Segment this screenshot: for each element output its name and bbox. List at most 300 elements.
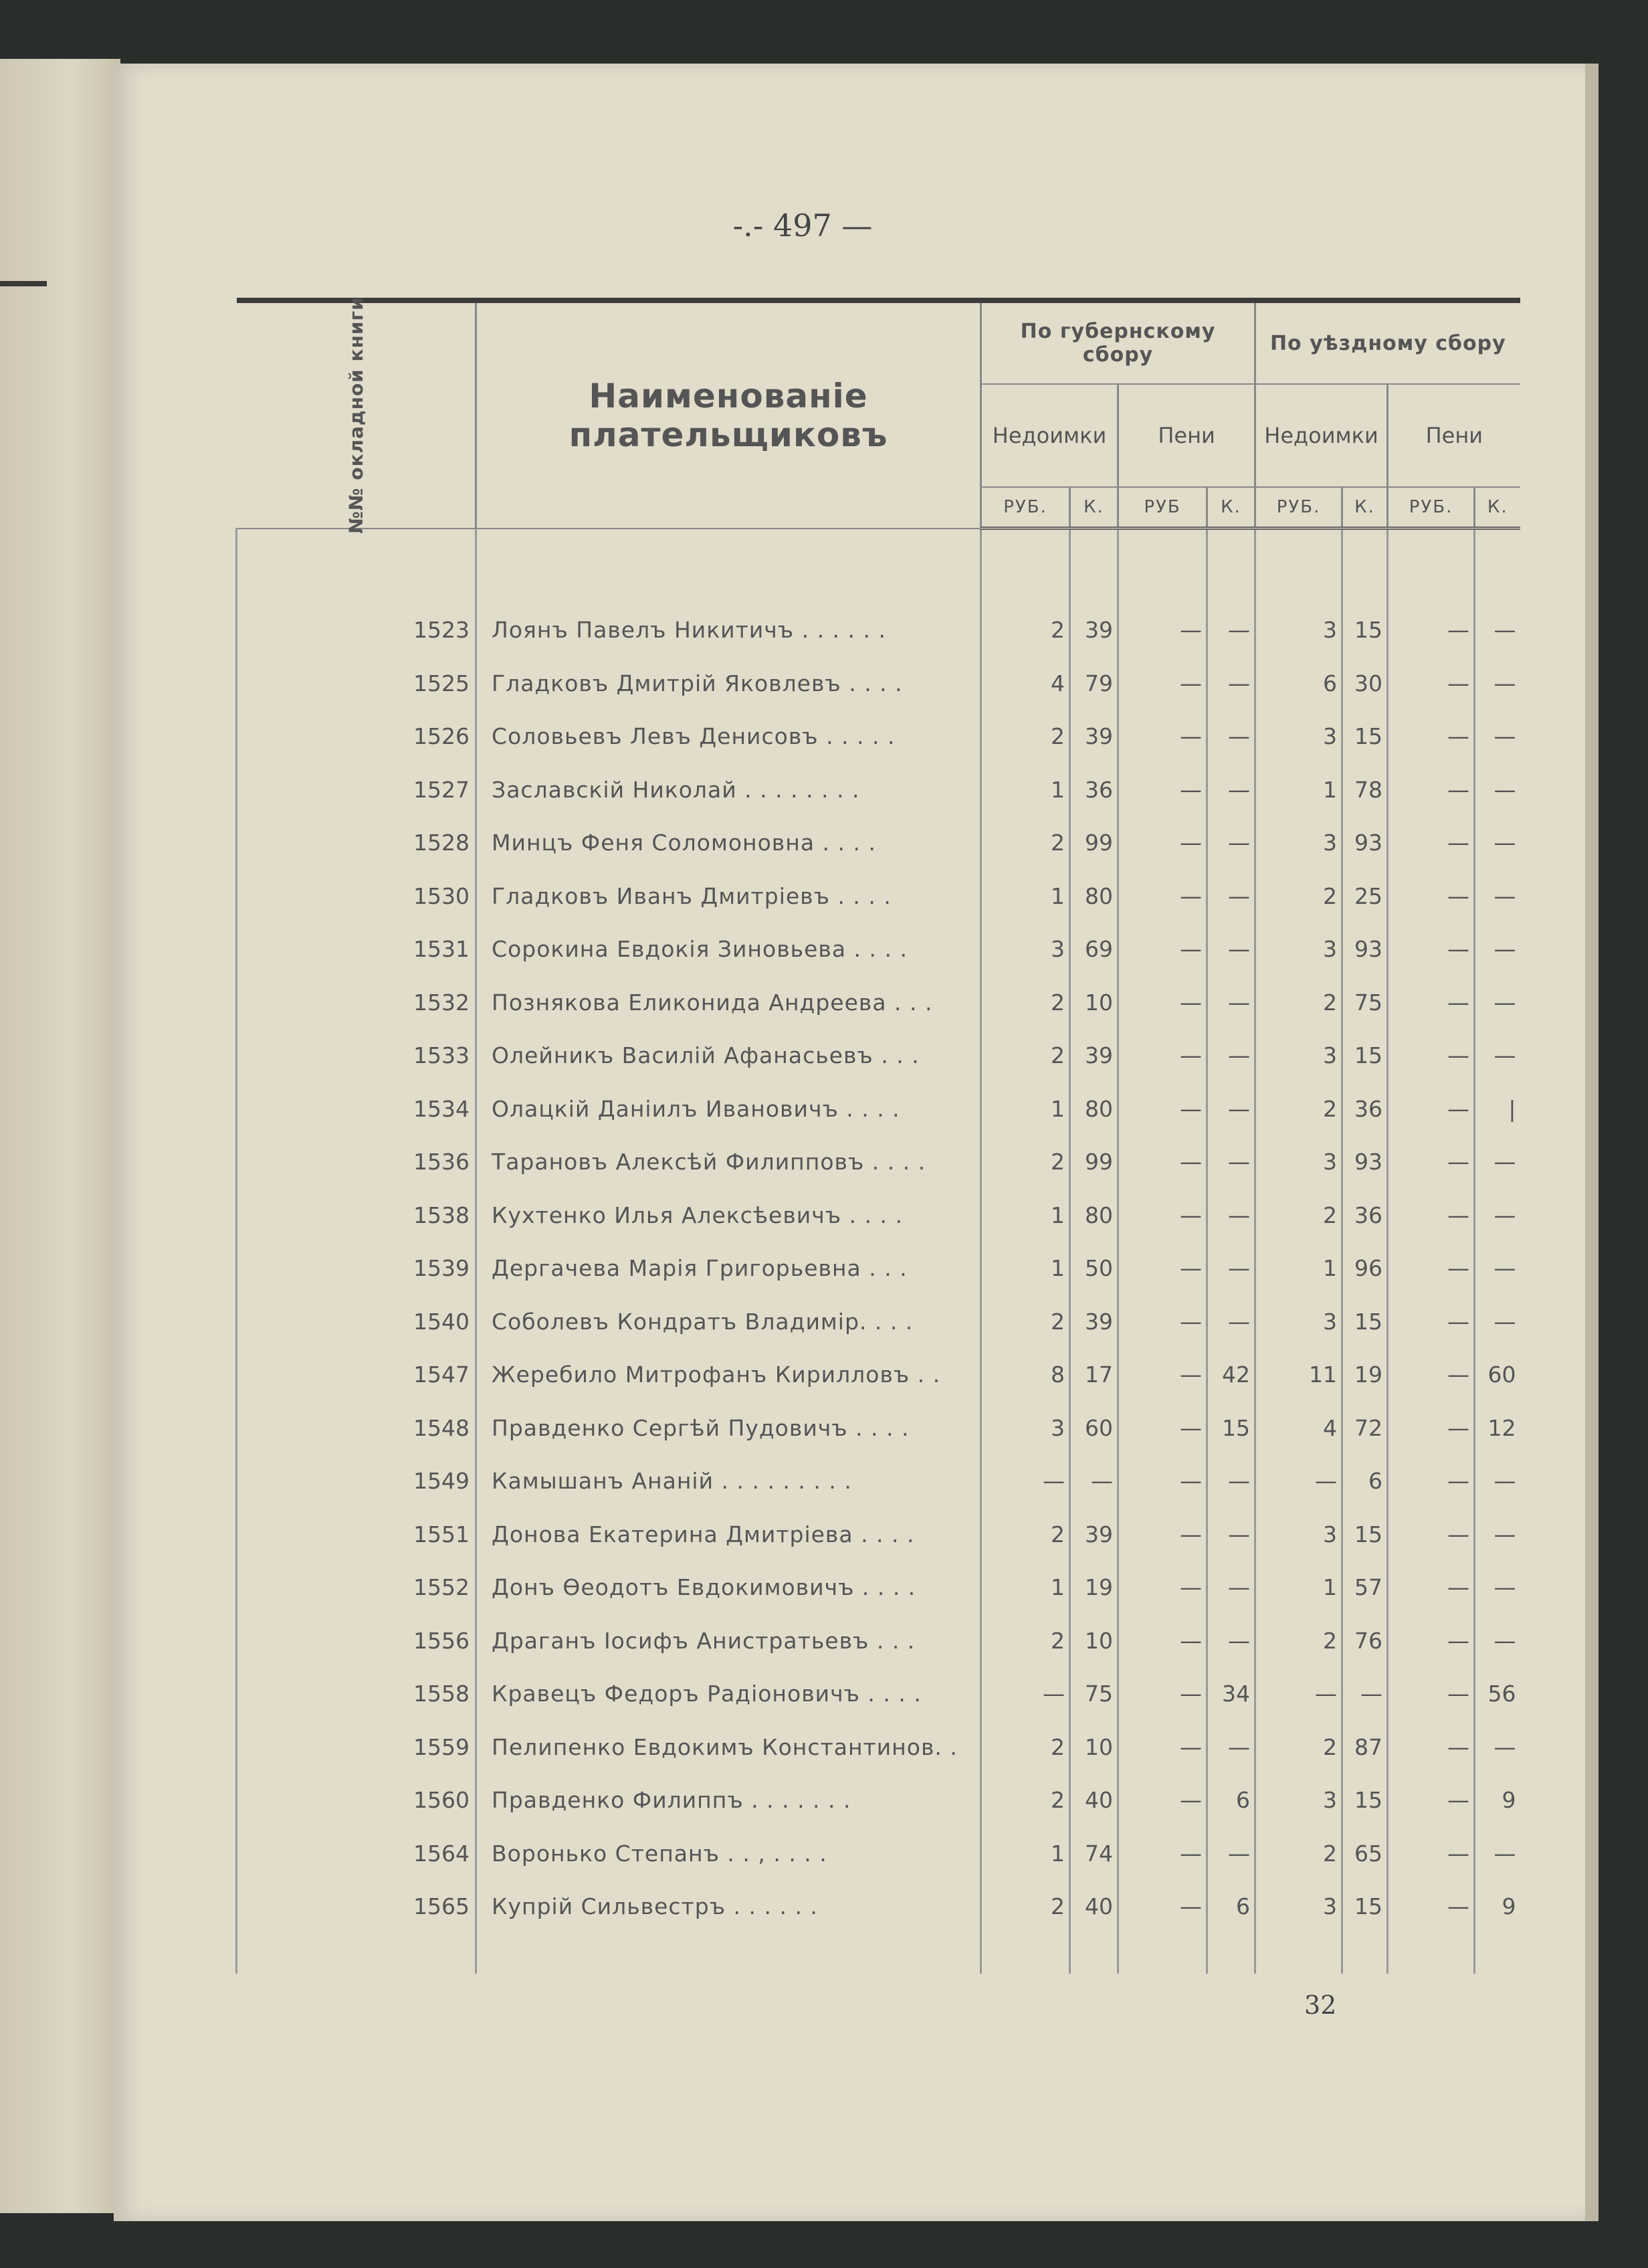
uezd-penalty-rub-cell: — xyxy=(1388,603,1475,657)
gubern-penalty-rub-cell: — xyxy=(1118,1402,1207,1455)
uezd-penalty-rub-cell: — xyxy=(1388,1667,1475,1721)
gubern-penalty-rub-cell: — xyxy=(1118,1242,1207,1295)
uezd-penalty-kop-cell: | xyxy=(1475,1082,1520,1136)
uezd-penalty-kop-cell: — xyxy=(1475,1614,1520,1668)
uezd-penalty-rub-cell: — xyxy=(1388,1774,1475,1827)
uezd-arrears-kop-cell: 87 xyxy=(1342,1721,1388,1774)
gubern-arrears-rub-cell: 1 xyxy=(981,870,1070,923)
uezd-arrears-kop-cell: 36 xyxy=(1342,1189,1388,1242)
gubern-arrears-rub-cell: 2 xyxy=(981,1029,1070,1082)
uezd-arrears-kop-cell: 36 xyxy=(1342,1082,1388,1136)
book-number-cell: 1564 xyxy=(237,1827,476,1881)
payer-name-cell: Познякова Еликонида Андреева . . . xyxy=(476,976,981,1030)
gubern-arrears-rub-cell: 1 xyxy=(981,1082,1070,1136)
gubern-penalty-kop-cell: 6 xyxy=(1207,1774,1255,1827)
uezd-arrears-rub-cell: 3 xyxy=(1255,1135,1342,1189)
uezd-penalty-rub-cell: — xyxy=(1388,1348,1475,1402)
gubern-penalty-kop-cell: — xyxy=(1207,603,1255,657)
payer-name-cell: Кравецъ Федоръ Радіоновичъ . . . . xyxy=(476,1667,981,1721)
gubern-arrears-kop-cell: 80 xyxy=(1070,870,1118,923)
kop-header: К. xyxy=(1070,487,1118,529)
table-row xyxy=(237,1029,1520,1082)
gubern-penalty-rub-cell: — xyxy=(1118,1880,1207,1933)
gubern-penalty-rub-cell: — xyxy=(1118,1348,1207,1402)
folio-number: 32 xyxy=(1304,1990,1337,2020)
gubern-arrears-kop-cell: 60 xyxy=(1070,1402,1118,1455)
gubern-arrears-kop-cell: 99 xyxy=(1070,816,1118,870)
book-number-cell: 1528 xyxy=(237,816,476,870)
gubern-arrears-rub-cell: 2 xyxy=(981,710,1070,763)
payer-name-cell: Кухтенко Илья Алексѣевичъ . . . . xyxy=(476,1189,981,1242)
gubern-penalty-kop-cell: — xyxy=(1207,1827,1255,1881)
gubern-arrears-kop-cell: 79 xyxy=(1070,657,1118,711)
table-row xyxy=(237,1508,1520,1562)
gubern-arrears-rub-cell: 2 xyxy=(981,1721,1070,1774)
payer-name-cell: Лоянъ Павелъ Никитичъ . . . . . . xyxy=(476,603,981,657)
uezd-arrears-rub-cell: 2 xyxy=(1255,1827,1342,1881)
uezd-arrears-rub-cell: 2 xyxy=(1255,870,1342,923)
gubern-arrears-kop-cell: 50 xyxy=(1070,1242,1118,1295)
uezd-arrears-kop-cell: 6 xyxy=(1342,1454,1388,1508)
table-row xyxy=(237,1561,1520,1614)
payer-name-cell: Сорокина Евдокія Зиновьева . . . . xyxy=(476,923,981,976)
uezd-penalty-header: Пени xyxy=(1388,384,1520,487)
uezd-arrears-rub-cell: 3 xyxy=(1255,923,1342,976)
payer-name-cell: Гладковъ Дмитрій Яковлевъ . . . . xyxy=(476,657,981,711)
uezd-penalty-kop-cell: — xyxy=(1475,1242,1520,1295)
gubern-arrears-rub-cell: 1 xyxy=(981,1189,1070,1242)
uezd-arrears-kop-cell: 96 xyxy=(1342,1242,1388,1295)
gubern-penalty-kop-cell: — xyxy=(1207,657,1255,711)
gubern-arrears-kop-cell: 19 xyxy=(1070,1561,1118,1614)
uezd-penalty-kop-cell: — xyxy=(1475,923,1520,976)
gubern-arrears-rub-cell: 8 xyxy=(981,1348,1070,1402)
payer-name-cell: Заславскій Николай . . . . . . . . xyxy=(476,763,981,817)
gubern-penalty-kop-cell: — xyxy=(1207,1135,1255,1189)
gubern-penalty-rub-cell: — xyxy=(1118,603,1207,657)
book-number-cell: 1559 xyxy=(237,1721,476,1774)
payer-name-cell: Минцъ Феня Соломоновна . . . . xyxy=(476,816,981,870)
book-number-cell: 1552 xyxy=(237,1561,476,1614)
payer-name-header: Наименованіе плательщиковъ xyxy=(476,300,981,529)
gubern-penalty-kop-cell: 6 xyxy=(1207,1880,1255,1933)
uezd-penalty-kop-cell: — xyxy=(1475,763,1520,817)
gubern-arrears-kop-cell: 74 xyxy=(1070,1827,1118,1881)
gubern-penalty-rub-cell: — xyxy=(1118,1561,1207,1614)
payer-name-cell: Драганъ Іосифъ Анистратьевъ . . . xyxy=(476,1614,981,1668)
uezd-penalty-rub-cell: — xyxy=(1388,1082,1475,1136)
uezd-arrears-rub-cell: 4 xyxy=(1255,1402,1342,1455)
gubern-arrears-rub-cell: 2 xyxy=(981,1880,1070,1933)
book-number-cell: 1534 xyxy=(237,1082,476,1136)
uezd-penalty-rub-cell: — xyxy=(1388,1721,1475,1774)
payer-name-cell: Пелипенко Евдокимъ Константинов. . xyxy=(476,1721,981,1774)
uezd-arrears-rub-cell: 2 xyxy=(1255,976,1342,1030)
gubern-penalty-kop-cell: 15 xyxy=(1207,1402,1255,1455)
book-number-header: №№ окладной книги xyxy=(237,300,476,529)
table-row xyxy=(237,710,1520,763)
table-row xyxy=(237,603,1520,657)
uezd-penalty-rub-cell: — xyxy=(1388,1614,1475,1668)
uezd-penalty-rub-cell: — xyxy=(1388,763,1475,817)
uezd-arrears-kop-cell: 93 xyxy=(1342,1135,1388,1189)
uezd-penalty-kop-cell: — xyxy=(1475,1135,1520,1189)
uezd-penalty-rub-cell: — xyxy=(1388,976,1475,1030)
gubern-penalty-rub-cell: — xyxy=(1118,976,1207,1030)
gubern-penalty-kop-cell: — xyxy=(1207,1721,1255,1774)
uezd-arrears-rub-cell: 2 xyxy=(1255,1189,1342,1242)
gubern-arrears-rub-cell: — xyxy=(981,1454,1070,1508)
uezd-penalty-rub-cell: — xyxy=(1388,1402,1475,1455)
payer-name-cell: Донъ Ѳеодотъ Евдокимовичъ . . . . xyxy=(476,1561,981,1614)
uezd-arrears-rub-cell: 3 xyxy=(1255,710,1342,763)
ledger-table xyxy=(235,298,1520,1974)
gubern-arrears-rub-cell: — xyxy=(981,1667,1070,1721)
payer-name-cell: Соболевъ Кондратъ Владимір. . . . xyxy=(476,1295,981,1349)
kop-header: К. xyxy=(1475,487,1520,529)
uezd-penalty-kop-cell: — xyxy=(1475,710,1520,763)
uezd-penalty-kop-cell: 60 xyxy=(1475,1348,1520,1402)
gubern-arrears-rub-cell: 1 xyxy=(981,1561,1070,1614)
gubern-arrears-kop-cell: 99 xyxy=(1070,1135,1118,1189)
uezd-arrears-rub-cell: 11 xyxy=(1255,1348,1342,1402)
book-number-cell: 1539 xyxy=(237,1242,476,1295)
gubern-arrears-rub-cell: 1 xyxy=(981,1242,1070,1295)
uezd-arrears-rub-cell: 2 xyxy=(1255,1614,1342,1668)
uezd-penalty-kop-cell: — xyxy=(1475,976,1520,1030)
payer-name-cell: Олацкій Даніилъ Ивановичъ . . . . xyxy=(476,1082,981,1136)
gubern-penalty-rub-cell: — xyxy=(1118,1508,1207,1562)
table-row xyxy=(237,923,1520,976)
uezd-penalty-rub-cell: — xyxy=(1388,1827,1475,1881)
uezd-arrears-rub-cell: 3 xyxy=(1255,816,1342,870)
uezd-penalty-kop-cell: 9 xyxy=(1475,1880,1520,1933)
table-row xyxy=(237,1827,1520,1881)
payer-name-cell: Гладковъ Иванъ Дмитріевъ . . . . xyxy=(476,870,981,923)
page-number: -.- 497 — xyxy=(732,207,873,244)
uezd-penalty-kop-cell: — xyxy=(1475,1827,1520,1881)
book-number-cell: 1551 xyxy=(237,1508,476,1562)
gubern-penalty-rub-cell: — xyxy=(1118,1667,1207,1721)
gubern-penalty-rub-cell: — xyxy=(1118,1614,1207,1668)
gubern-arrears-rub-cell: 2 xyxy=(981,603,1070,657)
gubern-penalty-kop-cell: — xyxy=(1207,870,1255,923)
payer-name-cell: Дергачева Марія Григорьевна . . . xyxy=(476,1242,981,1295)
table-row xyxy=(237,1667,1520,1721)
gubern-header: По губернскому сбору xyxy=(981,300,1255,384)
table-row xyxy=(237,1242,1520,1295)
page-edge xyxy=(1585,64,1599,2221)
uezd-penalty-rub-cell: — xyxy=(1388,870,1475,923)
uezd-arrears-rub-cell: — xyxy=(1255,1667,1342,1721)
uezd-arrears-kop-cell: — xyxy=(1342,1667,1388,1721)
uezd-arrears-rub-cell: 6 xyxy=(1255,657,1342,711)
payer-name-cell: Тарановъ Алексѣй Филипповъ . . . . xyxy=(476,1135,981,1189)
gubern-penalty-rub-cell: — xyxy=(1118,1827,1207,1881)
gubern-arrears-rub-cell: 2 xyxy=(981,1295,1070,1349)
payer-name-cell: Соловьевъ Левъ Денисовъ . . . . . xyxy=(476,710,981,763)
uezd-arrears-kop-cell: 76 xyxy=(1342,1614,1388,1668)
payer-name-cell: Жеребило Митрофанъ Кирилловъ . . xyxy=(476,1348,981,1402)
uezd-penalty-kop-cell: — xyxy=(1475,1721,1520,1774)
gubern-arrears-header: Недоимки xyxy=(981,384,1118,487)
uezd-arrears-kop-cell: 57 xyxy=(1342,1561,1388,1614)
uezd-penalty-kop-cell: — xyxy=(1475,1454,1520,1508)
uezd-penalty-rub-cell: — xyxy=(1388,1242,1475,1295)
gubern-arrears-kop-cell: 40 xyxy=(1070,1774,1118,1827)
gubern-penalty-rub-cell: — xyxy=(1118,1189,1207,1242)
book-number-cell: 1531 xyxy=(237,923,476,976)
book-number-cell: 1565 xyxy=(237,1880,476,1933)
payer-name-cell: Камышанъ Ананій . . . . . . . . . xyxy=(476,1454,981,1508)
book-number-cell: 1526 xyxy=(237,710,476,763)
uezd-arrears-rub-cell: 3 xyxy=(1255,1508,1342,1562)
table-row xyxy=(237,1614,1520,1668)
gubern-penalty-kop-cell: — xyxy=(1207,923,1255,976)
uezd-arrears-kop-cell: 19 xyxy=(1342,1348,1388,1402)
spacer-row xyxy=(237,1933,1520,1974)
gubern-penalty-rub-cell: — xyxy=(1118,710,1207,763)
table-row xyxy=(237,763,1520,817)
uezd-arrears-kop-cell: 15 xyxy=(1342,1295,1388,1349)
gubern-penalty-rub-cell: — xyxy=(1118,1774,1207,1827)
gubern-arrears-kop-cell: 75 xyxy=(1070,1667,1118,1721)
gubern-penalty-kop-cell: — xyxy=(1207,1295,1255,1349)
uezd-arrears-rub-cell: 3 xyxy=(1255,1029,1342,1082)
payer-name-cell: Воронько Степанъ . . , . . . . xyxy=(476,1827,981,1881)
gubern-arrears-kop-cell: 17 xyxy=(1070,1348,1118,1402)
table-row xyxy=(237,1135,1520,1189)
uezd-arrears-rub-cell: 1 xyxy=(1255,1242,1342,1295)
book-number-cell: 1549 xyxy=(237,1454,476,1508)
uezd-arrears-header: Недоимки xyxy=(1255,384,1388,487)
rub-header: РУБ xyxy=(1118,487,1207,529)
uezd-penalty-kop-cell: — xyxy=(1475,1189,1520,1242)
uezd-penalty-kop-cell: 12 xyxy=(1475,1402,1520,1455)
uezd-penalty-kop-cell: 9 xyxy=(1475,1774,1520,1827)
uezd-penalty-rub-cell: — xyxy=(1388,1135,1475,1189)
table-row xyxy=(237,1189,1520,1242)
uezd-arrears-kop-cell: 15 xyxy=(1342,1880,1388,1933)
gubern-penalty-rub-cell: — xyxy=(1118,1135,1207,1189)
payer-name-cell: Донова Екатерина Дмитріева . . . . xyxy=(476,1508,981,1562)
gubern-penalty-kop-cell: — xyxy=(1207,1242,1255,1295)
book-number-cell: 1530 xyxy=(237,870,476,923)
table-row xyxy=(237,1880,1520,1933)
uezd-penalty-kop-cell: — xyxy=(1475,657,1520,711)
uezd-arrears-kop-cell: 15 xyxy=(1342,1508,1388,1562)
uezd-penalty-rub-cell: — xyxy=(1388,1454,1475,1508)
book-number-cell: 1558 xyxy=(237,1667,476,1721)
uezd-penalty-kop-cell: — xyxy=(1475,1508,1520,1562)
table-row xyxy=(237,1348,1520,1402)
left-page-rule xyxy=(0,281,47,286)
uezd-penalty-rub-cell: — xyxy=(1388,1189,1475,1242)
book-number-cell: 1547 xyxy=(237,1348,476,1402)
gubern-penalty-rub-cell: — xyxy=(1118,1454,1207,1508)
uezd-penalty-rub-cell: — xyxy=(1388,1880,1475,1933)
uezd-penalty-rub-cell: — xyxy=(1388,1029,1475,1082)
uezd-arrears-rub-cell: 2 xyxy=(1255,1721,1342,1774)
book-number-cell: 1548 xyxy=(237,1402,476,1455)
uezd-arrears-rub-cell: 1 xyxy=(1255,763,1342,817)
uezd-arrears-kop-cell: 78 xyxy=(1342,763,1388,817)
uezd-header: По уѣздному сбору xyxy=(1255,300,1520,384)
gubern-penalty-kop-cell: — xyxy=(1207,1029,1255,1082)
ledger-body xyxy=(237,529,1520,1974)
gubern-arrears-rub-cell: 1 xyxy=(981,763,1070,817)
gubern-penalty-kop-cell: — xyxy=(1207,1082,1255,1136)
rub-header: РУБ. xyxy=(981,487,1070,529)
table-row xyxy=(237,976,1520,1030)
gubern-arrears-kop-cell: 10 xyxy=(1070,1614,1118,1668)
gubern-arrears-rub-cell: 1 xyxy=(981,1827,1070,1881)
uezd-penalty-rub-cell: — xyxy=(1388,923,1475,976)
gubern-penalty-rub-cell: — xyxy=(1118,816,1207,870)
gubern-penalty-rub-cell: — xyxy=(1118,1295,1207,1349)
gubern-arrears-rub-cell: 2 xyxy=(981,816,1070,870)
gubern-penalty-rub-cell: — xyxy=(1118,923,1207,976)
rub-header: РУБ. xyxy=(1388,487,1475,529)
uezd-arrears-kop-cell: 15 xyxy=(1342,1029,1388,1082)
uezd-arrears-kop-cell: 93 xyxy=(1342,923,1388,976)
gubern-arrears-kop-cell: 36 xyxy=(1070,763,1118,817)
gubern-arrears-rub-cell: 2 xyxy=(981,1774,1070,1827)
payer-name-cell: Правденко Филиппъ . . . . . . . xyxy=(476,1774,981,1827)
gubern-penalty-rub-cell: — xyxy=(1118,763,1207,817)
uezd-penalty-kop-cell: — xyxy=(1475,1295,1520,1349)
uezd-arrears-kop-cell: 72 xyxy=(1342,1402,1388,1455)
uezd-penalty-rub-cell: — xyxy=(1388,1561,1475,1614)
uezd-arrears-rub-cell: 3 xyxy=(1255,1880,1342,1933)
gubern-arrears-kop-cell: 39 xyxy=(1070,1295,1118,1349)
book-number-cell: 1533 xyxy=(237,1029,476,1082)
gubern-arrears-rub-cell: 2 xyxy=(981,1614,1070,1668)
gubern-penalty-kop-cell: — xyxy=(1207,710,1255,763)
table-row xyxy=(237,816,1520,870)
table-row xyxy=(237,870,1520,923)
gubern-penalty-kop-cell: — xyxy=(1207,1454,1255,1508)
gubern-arrears-kop-cell: 10 xyxy=(1070,1721,1118,1774)
gubern-penalty-rub-cell: — xyxy=(1118,1029,1207,1082)
uezd-penalty-kop-cell: — xyxy=(1475,603,1520,657)
gubern-arrears-kop-cell: 40 xyxy=(1070,1880,1118,1933)
gubern-arrears-rub-cell: 2 xyxy=(981,1135,1070,1189)
book-number-cell: 1536 xyxy=(237,1135,476,1189)
book-number-cell: 1556 xyxy=(237,1614,476,1668)
gubern-penalty-rub-cell: — xyxy=(1118,870,1207,923)
gubern-arrears-kop-cell: 39 xyxy=(1070,1508,1118,1562)
gubern-arrears-kop-cell: 80 xyxy=(1070,1189,1118,1242)
uezd-arrears-rub-cell: 3 xyxy=(1255,603,1342,657)
uezd-arrears-kop-cell: 15 xyxy=(1342,710,1388,763)
payer-name-cell: Олейникъ Василій Афанасьевъ . . . xyxy=(476,1029,981,1082)
gubern-penalty-kop-cell: — xyxy=(1207,1614,1255,1668)
gubern-penalty-rub-cell: — xyxy=(1118,1721,1207,1774)
uezd-penalty-kop-cell: — xyxy=(1475,816,1520,870)
gubern-arrears-kop-cell: — xyxy=(1070,1454,1118,1508)
gubern-arrears-kop-cell: 69 xyxy=(1070,923,1118,976)
gubern-penalty-kop-cell: — xyxy=(1207,763,1255,817)
gubern-arrears-rub-cell: 2 xyxy=(981,976,1070,1030)
gubern-arrears-rub-cell: 2 xyxy=(981,1508,1070,1562)
uezd-arrears-rub-cell: 3 xyxy=(1255,1774,1342,1827)
gubern-arrears-rub-cell: 3 xyxy=(981,1402,1070,1455)
rub-header: РУБ. xyxy=(1255,487,1342,529)
gubern-arrears-kop-cell: 39 xyxy=(1070,603,1118,657)
book-number-cell: 1560 xyxy=(237,1774,476,1827)
uezd-arrears-kop-cell: 15 xyxy=(1342,603,1388,657)
gubern-penalty-kop-cell: — xyxy=(1207,1561,1255,1614)
uezd-penalty-kop-cell: — xyxy=(1475,1561,1520,1614)
kop-header: К. xyxy=(1342,487,1388,529)
uezd-penalty-kop-cell: — xyxy=(1475,870,1520,923)
uezd-arrears-rub-cell: — xyxy=(1255,1454,1342,1508)
uezd-arrears-kop-cell: 30 xyxy=(1342,657,1388,711)
payer-name-cell: Купрій Сильвестръ . . . . . . xyxy=(476,1880,981,1933)
left-page xyxy=(0,59,120,2213)
book-number-cell: 1523 xyxy=(237,603,476,657)
table-row xyxy=(237,1454,1520,1508)
uezd-penalty-rub-cell: — xyxy=(1388,816,1475,870)
payer-name-cell: Правденко Сергѣй Пудовичъ . . . . xyxy=(476,1402,981,1455)
book-number-cell: 1540 xyxy=(237,1295,476,1349)
uezd-penalty-kop-cell: — xyxy=(1475,1029,1520,1082)
table-row xyxy=(237,657,1520,711)
uezd-arrears-kop-cell: 93 xyxy=(1342,816,1388,870)
gubern-penalty-kop-cell: 34 xyxy=(1207,1667,1255,1721)
gubern-penalty-rub-cell: — xyxy=(1118,1082,1207,1136)
uezd-arrears-kop-cell: 65 xyxy=(1342,1827,1388,1881)
table-row xyxy=(237,1082,1520,1136)
gubern-penalty-kop-cell: — xyxy=(1207,1508,1255,1562)
uezd-arrears-kop-cell: 75 xyxy=(1342,976,1388,1030)
spacer-row xyxy=(237,529,1520,604)
gubern-arrears-kop-cell: 39 xyxy=(1070,1029,1118,1082)
uezd-penalty-kop-cell: 56 xyxy=(1475,1667,1520,1721)
uezd-penalty-rub-cell: — xyxy=(1388,1295,1475,1349)
book-number-cell: 1527 xyxy=(237,763,476,817)
gubern-arrears-kop-cell: 10 xyxy=(1070,976,1118,1030)
gubern-arrears-rub-cell: 4 xyxy=(981,657,1070,711)
gubern-arrears-kop-cell: 39 xyxy=(1070,710,1118,763)
gubern-arrears-kop-cell: 80 xyxy=(1070,1082,1118,1136)
table-row xyxy=(237,1721,1520,1774)
kop-header: К. xyxy=(1207,487,1255,529)
uezd-penalty-rub-cell: — xyxy=(1388,1508,1475,1562)
gubern-penalty-kop-cell: 42 xyxy=(1207,1348,1255,1402)
uezd-arrears-kop-cell: 25 xyxy=(1342,870,1388,923)
book-number-cell: 1538 xyxy=(237,1189,476,1242)
uezd-arrears-rub-cell: 3 xyxy=(1255,1295,1342,1349)
gubern-penalty-kop-cell: — xyxy=(1207,976,1255,1030)
uezd-arrears-rub-cell: 2 xyxy=(1255,1082,1342,1136)
table-row xyxy=(237,1774,1520,1827)
book-number-cell: 1532 xyxy=(237,976,476,1030)
table-row xyxy=(237,1295,1520,1349)
gubern-penalty-header: Пени xyxy=(1118,384,1255,487)
gubern-penalty-kop-cell: — xyxy=(1207,816,1255,870)
uezd-arrears-rub-cell: 1 xyxy=(1255,1561,1342,1614)
table-row xyxy=(237,1402,1520,1455)
uezd-penalty-rub-cell: — xyxy=(1388,657,1475,711)
book-number-cell: 1525 xyxy=(237,657,476,711)
gubern-penalty-rub-cell: — xyxy=(1118,657,1207,711)
gubern-penalty-kop-cell: — xyxy=(1207,1189,1255,1242)
gubern-arrears-rub-cell: 3 xyxy=(981,923,1070,976)
uezd-arrears-kop-cell: 15 xyxy=(1342,1774,1388,1827)
uezd-penalty-rub-cell: — xyxy=(1388,710,1475,763)
